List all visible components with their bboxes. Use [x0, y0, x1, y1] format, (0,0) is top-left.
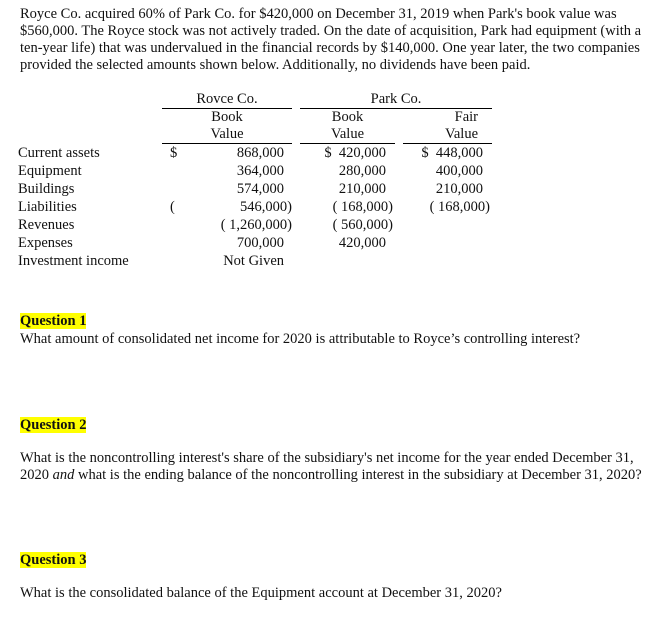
royce-book-value: 700,000: [236, 235, 284, 251]
royce-book-value: ( 1,260,000): [220, 217, 292, 233]
row-label: Current assets: [18, 144, 100, 161]
park-fair-value: [403, 216, 492, 234]
royce-book-value: 868,000: [236, 145, 284, 161]
table-row: [18, 198, 492, 216]
park-book-value: ( 560,000): [332, 217, 393, 233]
intro-paragraph: Royce Co. acquired 60% of Park Co. for $420,000 on December 31, 2019 when Park's book value was $560,000. The Royce stock was not actively traded. On the date of acquisition, Park had equipment (with a ten-year life) that was undervalued in the financial records by $140,000. One year later, the two companies provided the selected amounts shown below. Additionally, no dividends have been paid.: [20, 6, 642, 73]
royce-symbol: [162, 162, 192, 180]
park-fair-value: [403, 252, 492, 270]
row-label: Expenses: [18, 235, 73, 251]
question-3-text: What is the consolidated balance of the Equipment account at December 31, 2020?: [20, 585, 502, 601]
question-2-title: Question 2: [20, 417, 87, 433]
col-head: Value: [300, 126, 395, 144]
park-fair-value: [403, 234, 492, 252]
royce-symbol: [162, 252, 192, 270]
royce-symbol: $: [170, 145, 178, 161]
royce-symbol: [162, 216, 192, 234]
royce-symbol: [162, 180, 192, 198]
royce-symbol: [162, 234, 192, 252]
col-head: Value: [162, 126, 292, 144]
row-label: Liabilities: [18, 199, 77, 215]
row-label: Equipment: [18, 163, 82, 179]
table-row: [18, 144, 492, 163]
park-book-value: [300, 252, 395, 270]
park-fair-value: 400,000: [435, 163, 483, 179]
question-2-text: What is the noncontrolling interest's share of the subsidiary's net income for the year ended December 31, 2020 and what is the ending balance of the noncontrolling interest in the subsidiary at December 31, 2020?: [20, 450, 642, 483]
col-head: Fair: [454, 109, 478, 125]
royce-book-value: Not Given: [223, 253, 284, 269]
question-1-text: What amount of consolidated net income for 2020 is attributable to Royce’s controlling interest?: [20, 331, 581, 347]
park-fair-value: $ 448,000: [421, 145, 483, 161]
table-row: [18, 252, 492, 270]
park-book-value: $ 420,000: [324, 145, 386, 161]
group-park: Park Co.: [300, 91, 492, 109]
col-head: Book: [331, 109, 364, 125]
park-book-value: 210,000: [338, 181, 386, 197]
table-row: [18, 234, 492, 252]
table-row: [18, 216, 492, 234]
royce-book-value: 574,000: [236, 181, 284, 197]
royce-symbol: (: [170, 199, 175, 215]
park-book-value: 420,000: [338, 235, 386, 251]
col-head: Value: [403, 126, 492, 144]
royce-book-value: 364,000: [236, 163, 284, 179]
park-book-value: ( 168,000): [332, 199, 393, 215]
row-label: Investment income: [18, 253, 129, 269]
park-book-value: 280,000: [338, 163, 386, 179]
table-row: [18, 162, 492, 180]
question-1-title: Question 1: [20, 313, 87, 329]
question-3-title: Question 3: [20, 552, 87, 568]
row-label: Buildings: [18, 181, 75, 197]
col-head: Book: [211, 109, 243, 125]
royce-book-value: 546,000): [240, 199, 292, 215]
table-row: [18, 180, 492, 198]
group-royce: Rovce Co.: [162, 91, 292, 109]
park-fair-value: 210,000: [435, 181, 483, 197]
financial-table: [18, 91, 492, 270]
row-label: Revenues: [18, 217, 75, 233]
park-fair-value: ( 168,000): [429, 199, 490, 215]
